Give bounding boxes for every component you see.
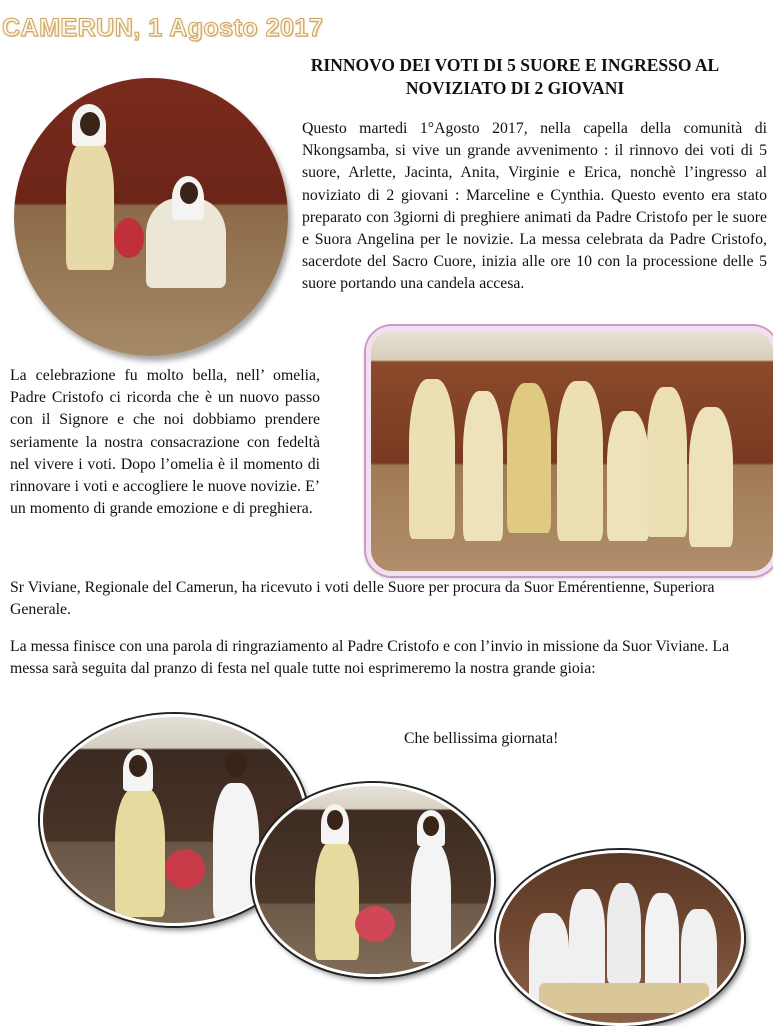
closing-remark: Che bellissima giornata! [404, 730, 559, 747]
header-title: CAMERUN, 1 Agosto 2017 [2, 14, 324, 42]
paragraph-celebration: La celebrazione fu molto bella, nell’ omelia, Padre Cristofo ci ricorda che è un nuovo passo con il Signore e che noi dobbiamo prendere seriamente la nostra consacrazione con fedeltà nel vivere i voti. Dopo l’omelia è il momento di rinnovare i voti e accogliere le nuove novizie. E’ un momento di grande emozione e di preghiera. [10, 367, 320, 518]
photo-receiving-vows-2 [252, 783, 494, 977]
article-title-line-1: RINNOVO DEI VOTI DI 5 SUORE E INGRESSO AL [310, 55, 720, 75]
paragraph-regional: Sr Viviane, Regionale del Camerun, ha ricevuto i voti delle Suore per procura da Suor Emérentienne, Superiora Generale. [10, 579, 715, 619]
paragraph-closing-mass: La messa finisce con una parola di ringraziamento al Padre Cristofo e con l’invio in missione da Suor Viviane. La messa sarà seguita dal pranzo di festa nel quale tutte noi esprimeremo la nostra grande gioia: [10, 638, 730, 678]
photo-vow-ceremony [14, 78, 288, 356]
photo-festive-lunch [496, 850, 744, 1026]
article-title [280, 54, 750, 100]
article-title-line-2: NOVIZIATO DI 2 GIOVANI [405, 78, 625, 98]
photo-group-sisters [366, 326, 773, 576]
paragraph-intro: Questo martedi 1°Agosto 2017, nella capella della comunità di Nkongsamba, si vive un grande avvenimento : il rinnovo dei voti di 5 suore, Arlette, Jacinta, Anita, Virginie e Erica, nonchè l’ingresso al noviziato di 2 giovani : Marceline e Cynthia. Questo evento era stato preparato con 3giorni di preghiere animati da Padre Cristofo per le suore e Suora Angelina per le novizie. La messa celebrata da Padre Cristofo, sacerdote del Sacro Cuore, inizia alle ore 10 con la processione delle 5 suore portando una candela accesa. [302, 120, 767, 293]
